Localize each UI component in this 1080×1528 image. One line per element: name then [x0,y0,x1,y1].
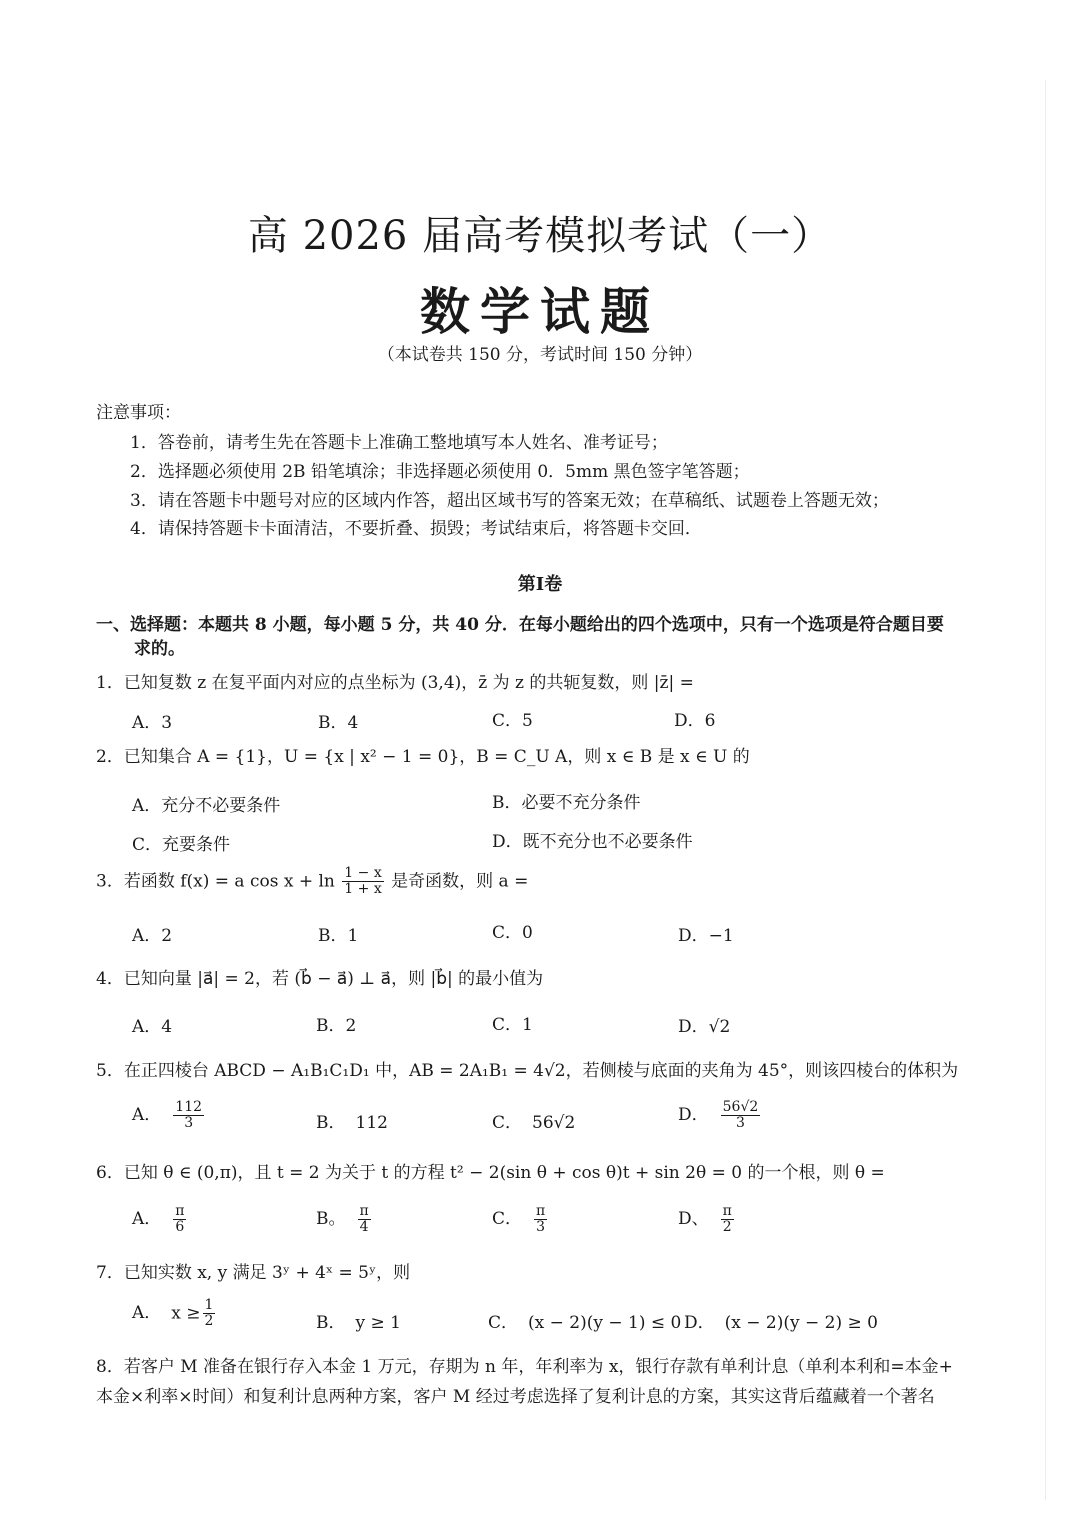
fraction-numerator: 56√2 [722,1099,759,1115]
question-3-option-d: D．−1 [678,926,734,946]
option-fraction [203,1298,216,1330]
fraction-numerator: 1 − x [344,865,382,881]
option-fraction [721,1204,734,1236]
question-5-option-b [316,1108,388,1133]
question-7-stem: 7．已知实数 x, y 满足 3ʸ + 4ˣ = 5ʸ，则 [96,1263,411,1283]
option-label: D． [684,1313,715,1333]
section-title: 第Ⅰ卷 [517,574,563,595]
exam-subtitle: （本试卷共 150 分，考试时间 150 分钟） [377,345,703,365]
question-4-option-c: C．1 [492,1015,533,1035]
fraction-denominator: 3 [536,1219,546,1236]
question-2-option-b: B．必要不充分条件 [492,793,641,813]
option-fraction [173,1204,186,1236]
part-one-heading: 一、选择题：本题共 8 小题，每小题 5 分，共 40 分．在每小题给出的四个选项中，只有一个选项是符合题目要 [96,615,944,635]
fraction-denominator: 6 [175,1219,185,1236]
question-1-option-a: A．3 [132,713,173,733]
fraction-denominator: 2 [722,1219,732,1236]
option-label: C． [492,1113,523,1133]
question-5-stem: 5．在正四棱台 ABCD − A₁B₁C₁D₁ 中，AB = 2A₁B₁ = 4√2，若侧棱与底面的夹角为 45°，则该四棱台的体积为 [96,1061,959,1081]
notes-heading: 注意事项： [96,403,181,423]
option-value: (x − 2)(y − 1) ≤ 0 [528,1313,682,1333]
question-1-option-d: D．6 [674,711,716,731]
question-2-option-a: A．充分不必要条件 [132,796,281,816]
note-item: 3．请在答题卡中题号对应的区域内作答，超出区域书写的答案无效；在草稿纸、试题卷上答题无效； [130,491,889,511]
question-2-option-d: D．既不充分也不必要条件 [492,832,693,852]
question-5-option-a [132,1100,206,1132]
question-6-option-b [316,1204,373,1236]
fraction-numerator: π [722,1203,732,1219]
fraction-denominator: 3 [736,1115,745,1132]
question-7-option-a [132,1298,217,1330]
question-3-option-b: B．1 [318,926,359,946]
option-label: B。 [316,1209,346,1230]
option-fraction [173,1100,204,1132]
fraction-denominator: 2 [204,1313,214,1330]
note-item: 2．选择题必须使用 2B 铅笔填涂；非选择题必须使用 0．5mm 黑色签字笔答题； [130,462,750,482]
question-7-option-b [316,1308,401,1333]
question-6-option-a [132,1204,188,1236]
fraction-denominator: 3 [184,1115,194,1132]
part-one-heading-cont: 求的。 [134,639,185,659]
question-3-option-c: C．0 [492,923,533,943]
option-value: 56√2 [532,1113,576,1133]
exam-title: 高 2026 届高考模拟考试（一） [247,213,833,259]
question-5-option-c [492,1108,575,1133]
question-8-stem-line2: 本金×利率×时间）和复利计息两种方案，客户 M 经过考虑选择了复利计息的方案，其实这背后蕴藏着一个著名 [96,1387,935,1407]
question-4-option-a: A．4 [132,1017,173,1037]
question-6-option-d [678,1204,736,1236]
option-label: A． [132,1105,162,1126]
question-1-stem: 1．已知复数 z 在复平面内对应的点坐标为 (3,4)，z̄ 为 z 的共轭复数，则 |z̄| = [96,673,694,693]
question-1-option-b: B．4 [318,713,359,733]
option-label: C． [488,1313,519,1333]
option-value: y ≥ 1 [355,1313,401,1333]
option-label: C． [492,1209,523,1230]
question-2-stem: 2．已知集合 A = {1}，U = {x | x² − 1 = 0}，B = C_U A，则 x ∈ B 是 x ∈ U 的 [96,747,750,767]
option-fraction [721,1100,761,1132]
option-value: (x − 2)(y − 2) ≥ 0 [724,1313,878,1333]
question-3-fraction [342,866,383,898]
question-4-option-d: D．√2 [678,1017,731,1037]
option-label: A． [132,1303,162,1324]
option-label: A． [132,1209,162,1230]
question-1-option-c: C．5 [492,711,533,731]
option-prefix: x ≥ [171,1303,201,1324]
question-3-option-a: A．2 [132,926,173,946]
option-label: B． [316,1113,346,1133]
fraction-numerator: π [536,1203,546,1219]
option-value: 112 [355,1113,388,1133]
question-7-option-d [684,1308,878,1333]
fraction-numerator: 1 [204,1297,214,1313]
fraction-numerator: 112 [175,1099,203,1115]
option-label: B． [316,1313,346,1333]
fraction-numerator: π [175,1203,185,1219]
fraction-numerator: π [359,1203,369,1219]
question-2-option-c: C．充要条件 [132,835,231,855]
question-3-stem [96,866,528,898]
subject-title: 数学试题 [420,282,660,341]
question-7-option-c [488,1308,681,1333]
note-item: 4．请保持答题卡卡面清洁，不要折叠、损毁；考试结束后，将答题卡交回． [130,519,702,539]
option-fraction [358,1204,371,1236]
question-3-stem-post: 是奇函数，则 a = [391,871,529,892]
question-4-option-b: B．2 [316,1016,357,1036]
question-8-stem-line1: 8．若客户 M 准备在银行存入本金 1 万元，存期为 n 年，年利率为 x，银行存款有单利计息（单利本利和=本金+ [96,1357,953,1377]
fraction-denominator: 1 + x [344,881,382,898]
question-4-stem: 4．已知向量 |a⃗| = 2，若 (b⃗ − a⃗) ⊥ a⃗，则 |b⃗| 的最小值为 [96,969,544,989]
question-5-option-d [678,1100,762,1132]
fraction-denominator: 4 [359,1219,369,1236]
question-6-stem: 6．已知 θ ∈ (0,π)，且 t = 2 为关于 t 的方程 t² − 2(sin θ + cos θ)t + sin 2θ = 0 的一个根，则 θ = [96,1163,885,1183]
option-label: D、 [678,1209,709,1230]
question-3-stem-pre: 3．若函数 f(x) = a cos x + ln [96,871,335,892]
note-item: 1．答卷前，请考生先在答题卡上准确工整地填写本人姓名、准考证号； [130,433,668,453]
question-6-option-c [492,1204,549,1236]
option-label: D． [678,1105,709,1126]
option-fraction [534,1204,547,1236]
